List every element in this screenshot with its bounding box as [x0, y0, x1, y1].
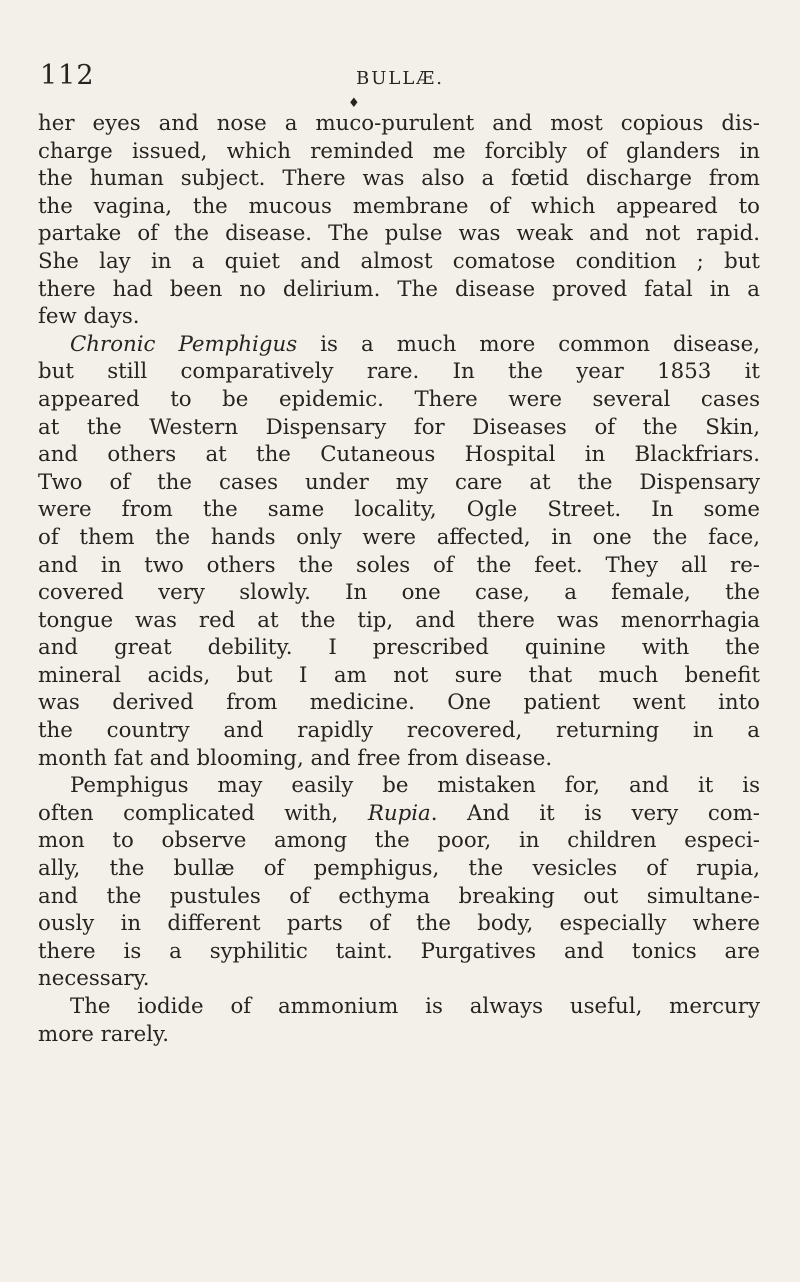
text-line: Two of the cases under my care at the Dispensary [38, 469, 760, 495]
italic-term: Chronic Pemphigus [70, 331, 298, 357]
text-line: the vagina, the mucous membrane of which appeared to [38, 193, 760, 219]
text-line [38, 331, 760, 359]
text-line: was derived from medicine. One patient went into [38, 690, 760, 716]
text-line: and others at the Cutaneous Hospital in Blackfriars. [38, 442, 760, 468]
text-fragment: often complicated with, [38, 800, 368, 826]
text-line: her eyes and nose a muco-purulent and most copious dis- [38, 111, 760, 136]
text-line: tongue was red at the tip, and there was menorrhagia [38, 607, 760, 633]
text-line: and the pustules of ecthyma breaking out simultane- [38, 883, 760, 909]
text-line: there had been no delirium. The disease proved fatal in a [38, 276, 760, 302]
text-line: there is a syphilitic taint. Purgatives and tonics are [38, 938, 760, 964]
text-line: ally, the bullæ of pemphigus, the vesicles of rupia, [38, 856, 760, 882]
text-line: and in two others the soles of the feet. They all re- [38, 552, 760, 578]
text-fragment: is a much more common disease, [297, 331, 760, 357]
text-line: few days. [38, 304, 140, 330]
text-line [38, 800, 760, 828]
text-line: covered very slowly. In one case, a female, the [38, 580, 760, 606]
text-line: The iodide of ammonium is always useful, mercury [70, 994, 760, 1019]
text-line: month fat and blooming, and free from disease. [38, 745, 553, 771]
page-number: 112 [40, 60, 95, 91]
text-line: ously in different parts of the body, especially where [38, 911, 760, 937]
text-line: Pemphigus may easily be mistaken for, and it is [70, 773, 760, 799]
text-line: appeared to be epidemic. There were several cases [38, 386, 760, 412]
text-line: mineral acids, but I am not sure that much benefit [38, 662, 760, 688]
text-line: the country and rapidly recovered, returning in a [38, 718, 760, 744]
text-line: but still comparatively rare. In the year 1853 it [38, 359, 760, 385]
text-line: necessary. [38, 966, 150, 992]
running-title: BULLÆ. [355, 68, 445, 89]
printer-mark: ♦ [348, 96, 360, 111]
text-line: partake of the disease. The pulse was weak and not rapid. [38, 221, 760, 247]
running-head [40, 60, 760, 96]
text-line: the human subject. There was also a fœtid discharge from [38, 166, 760, 192]
text-line: of them the hands only were affected, in one the face, [38, 524, 760, 550]
text-line: at the Western Dispensary for Diseases of the Skin, [38, 414, 760, 440]
text-line: were from the same locality, Ogle Street. In some [38, 497, 760, 523]
text-line: mon to observe among the poor, in children especi- [38, 828, 760, 854]
text-fragment: . And it is very com- [430, 800, 760, 826]
text-line: and great debility. I prescribed quinine with the [38, 635, 760, 661]
text-line: She lay in a quiet and almost comatose condition ; but [38, 248, 760, 274]
italic-term: Rupia [367, 800, 431, 826]
text-line: more rarely. [38, 1021, 170, 1047]
text-line: charge issued, which reminded me forcibly of glanders in [38, 138, 760, 164]
body-text [38, 110, 760, 1048]
